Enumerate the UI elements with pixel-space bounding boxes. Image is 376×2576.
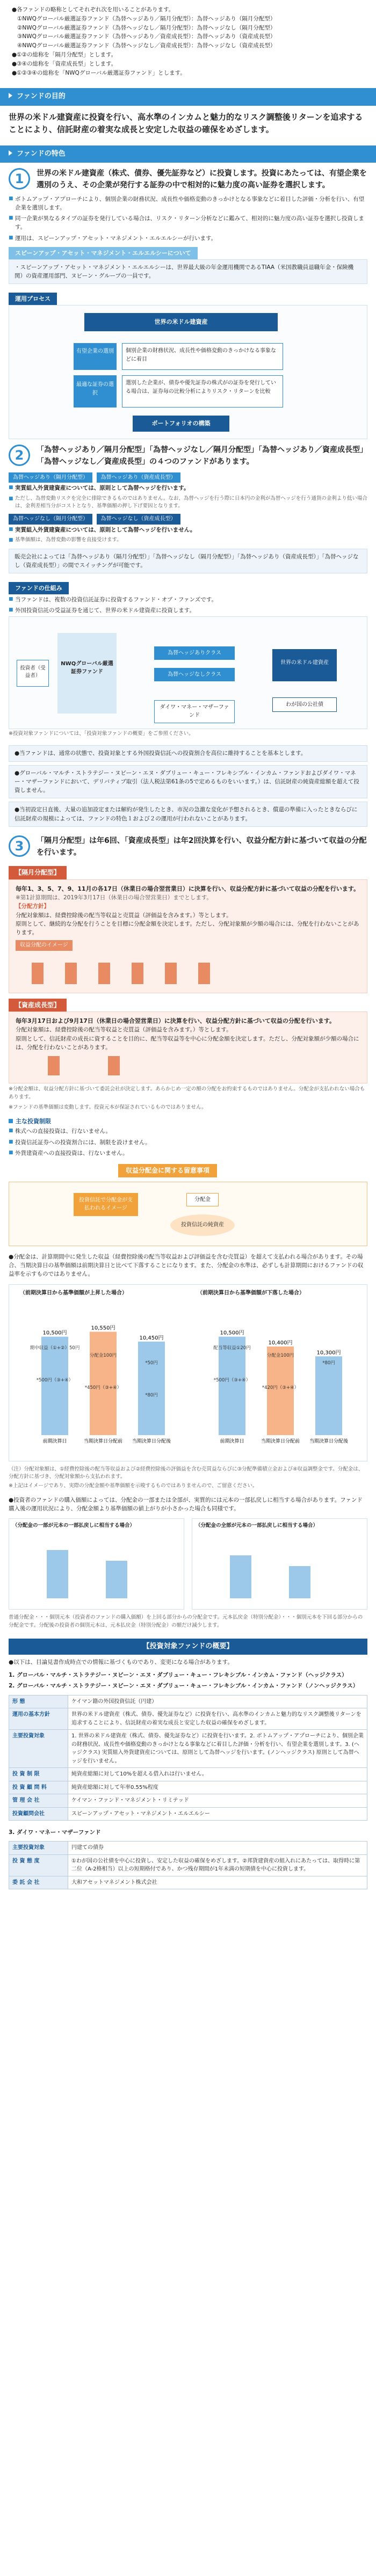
scheme-bullet: ■ 外国投資信託の受益証券を通じて、世界の米ドル建資産に投資します。 <box>0 605 376 616</box>
feature-1 <box>0 163 376 193</box>
part-right-bar <box>230 1555 251 1598</box>
bar-value-label: 10,400円 <box>268 1340 293 1346</box>
feature-2 <box>0 439 376 470</box>
feature-number: 1 <box>9 168 30 190</box>
note-line: ④NWQグローバル厳選証券ファンド（為替ヘッジなし／資産成長型）：為替ヘッジなし（資産成長型） <box>17 42 276 49</box>
image-bar <box>65 963 77 984</box>
limit-item: ■ 投資信託証券への投資割合には、制限を設けません。 <box>0 1137 376 1148</box>
note-line: ②NWQグローバル厳選証券ファンド（為替ヘッジなし／隔月分配型）：為替ヘッジなし（隔月分配型） <box>17 24 276 31</box>
image-label: 収益分配のイメージ <box>16 940 73 951</box>
row-key: 投 資 顧 問 料 <box>9 1781 68 1794</box>
feature-1-bullet: ■ 同一企業が異なるタイプの証券を発行している場合は、リスク・リターン分析などに鑑みて、相対的に魅力度の高い証券を選択し投資します。 <box>0 213 376 233</box>
growth-image <box>16 1052 360 1079</box>
row-key: 運用の基本方針 <box>9 1708 68 1730</box>
overview-title: 【投資対象ファンドの概要】 <box>9 1639 367 1655</box>
table-row <box>9 1854 367 1876</box>
feature-3-text: 「隔月分配型」は年6回、「資産成長型」は年2回決算を行い、収益分配方針に基づいて収益の分配を行います。 <box>37 836 367 857</box>
note-line: ●各ファンドの略称としてそれぞれ次を用いることがあります。 <box>12 6 175 13</box>
scheme-title: ファンドの仕組み <box>9 582 69 594</box>
market-note: ●当初設定日直後、大量の追加設定または解約が発生したとき、市況の急激な変化が予想されるとき、償還の準備に入ったときならびに信託財産の規模によっては、ファンドの特色１および２の運用が行われないことがあります。 <box>9 802 367 827</box>
table-row <box>9 1730 367 1768</box>
chart-annotation: *500円（③+④） <box>213 1377 251 1383</box>
chart-annotation: *80円 <box>145 1392 158 1398</box>
growth-lead: 毎年3月17日および9月17日（休業日の場合翌営業日）に決算を行い、収益分配方針に基づいて収益の分配を行います。 <box>16 1017 336 1025</box>
purpose-heading: ファンドの目的 <box>0 88 376 105</box>
overview-table-3 <box>9 1841 367 1889</box>
row-value: 大和アセットマネジメント株式会社 <box>68 1876 367 1889</box>
chart-annotation: *420円（③+④） <box>262 1385 299 1391</box>
limit-item: ■ 外貨建資産への直接投資は、行ないません。 <box>0 1148 376 1159</box>
feature-2-text: 「為替ヘッジあり／隔月分配型」「為替ヘッジなし／隔月分配型」「為替ヘッジあり／資産成長型」「為替ヘッジなし／資産成長型」の４つのファンドがあります。 <box>37 446 367 467</box>
bar-value-label: 10,450円 <box>139 1335 164 1341</box>
category-label: 当期決算日分配前 <box>83 1438 123 1444</box>
limit-item: ■ 株式への直接投資は、行ないません。 <box>0 1126 376 1137</box>
part-note: 普通分配金・・・個別元本（投資者のファンドの購入価額）を上回る部分からの分配金です。元本払戻金（特別分配金）・・・個別元本を下回る部分からの分配金です。分配後の投資者の個別元本は、元本払戻金（特別分配金）の額だけ減少します。 <box>9 1614 363 1629</box>
row-key: 主要投資対象 <box>9 1730 68 1768</box>
row-key: 委 託 会 社 <box>9 1876 68 1889</box>
chart-annotation: 分配金100円 <box>266 1352 294 1358</box>
table-row <box>9 1842 367 1855</box>
chart-note: （注）分配対象額は、①経費控除後の配当等収益および②経費控除後の評価益を含む売買益ならびに③分配準備積立金および④収益調整金です。分配金は、分配方針に基づき、分配対象額から支払われます。 <box>9 1466 364 1480</box>
nohedge-bullet: ■ 実質組入外貨建資産については、原則として為替ヘッジを行いません。 <box>0 525 376 535</box>
growth-title: 【資産成長型】 <box>9 999 67 1012</box>
bar <box>90 1331 117 1435</box>
category-label: 当期決算日分配後 <box>132 1438 171 1444</box>
features-heading: ファンドの特色 <box>0 145 376 163</box>
dist-caution-a2: 投資信託の純資産 <box>170 1214 235 1236</box>
row-key: 投 資 制 限 <box>9 1768 68 1781</box>
dist-chart-area <box>9 1284 367 1461</box>
fund3-name: 3. ダイワ・マネー・マザーファンド <box>9 1829 101 1836</box>
part-right-bar <box>289 1566 310 1598</box>
manager-box-title: スピーンアップ・アセット・マネジメント・エルエルシーについて <box>9 247 198 259</box>
dist-caution: ※分配金額は、収益分配方針に基づいて委託会社が決定します。あらかじめ一定の額の分配をお約束するものではありません。分配金が支払われない場合もあります。 <box>9 1086 365 1100</box>
process-top: 世界の米ドル建資産 <box>84 313 278 331</box>
dist-caution-title: 収益分配金に関する留意事項 <box>118 1164 217 1177</box>
bimonthly-image <box>16 951 360 988</box>
table-row <box>9 1708 367 1730</box>
dist-caution-p2: ●投資者のファンドの購入価額によっては、分配金の一部または全部が、実質的には元本の一部払戻しに相当する場合があります。ファンド購入後の運用状況により、分配金額より基準価額の値上がりが小さかった場合も同様です。 <box>9 1496 363 1512</box>
feature-number: 3 <box>9 835 30 857</box>
table-row <box>9 1768 367 1781</box>
dist-caution-p1: ●分配金は、計算期間中に発生した収益（経費控除後の配当等収益および評価益を含む売買益）を超えて支払われる場合があります。その場合、当期決算日の基準価額は前期決算日と比べて下落することになります。また、分配金の水準は、必ずしも計算期間におけるファンドの収益率を示すものではありません。 <box>9 1253 364 1278</box>
category-label: 当期決算日分配後 <box>309 1438 349 1444</box>
nohedge-bullet-note: ■ 基準価額は、為替変動の影響を直接受けます。 <box>0 535 376 545</box>
process-right-1: 個別企業の財務状況、成長性や価格変動のきっかけなる事象などに着目 <box>122 343 283 370</box>
chart-right-title: （前期決算日から基準価額が下落した場合） <box>197 1290 305 1296</box>
bimonthly-box <box>9 879 367 993</box>
row-value: 1. 世界の米ドル建資産（株式、債券、優先証券など）に投資を行います。2. ボトムアップ・アプローチにより、個別企業の財務状況、成長性や価格変動のきっかけとなる事象などに着目した評価・分析を行い、有望企業を選別します。3. (ヘッジクラス) 実質組入外貨建資産については、原則として為替ヘッジを行います。(ノンヘッジクラス) 原則として為替ヘッジを行いません。 <box>68 1730 367 1768</box>
table-row <box>9 1695 367 1708</box>
chart-annotation: *50円 <box>145 1360 158 1366</box>
process-title: 運用プロセス <box>9 293 57 305</box>
row-value: 円建ての債券 <box>68 1842 367 1855</box>
scheme-fund: NWQグローバル厳選証券ファンド <box>57 633 117 714</box>
scheme-hedge-yes: 為替ヘッジありクラス <box>154 646 235 660</box>
part-left-title: （分配金の一部が元本の一部払戻しに相当する場合） <box>12 1523 135 1529</box>
chart-note-2: ※上記はイメージであり、実際の分配金額や基準価額を示唆するものではありませんので、ご留意ください。 <box>9 1483 258 1489</box>
scheme-investor: 投資者（受益者） <box>17 660 49 687</box>
nohedge-tag: 為替ヘッジなし（資産成長型） <box>97 514 180 525</box>
image-bar <box>48 1056 60 1075</box>
row-value: ケイマン籍の外国投資信託（円建） <box>68 1695 367 1708</box>
row-value: 純資産総額に対して年率0.55%程度 <box>68 1781 367 1794</box>
part-diagrams <box>9 1518 367 1610</box>
table-row <box>9 1807 367 1821</box>
row-key: 管 理 会 社 <box>9 1794 68 1808</box>
part-right-title: （分配金の全部が元本の一部払戻しに相当する場合） <box>196 1523 319 1529</box>
bar-value-label: 10,500円 <box>220 1330 244 1336</box>
row-value: ①わが国の公社債を中心に投資し、安定した収益の確保をめざします。②邦貨建資産の組入れにあたっては、取得時に第二位（A-2格相当）以上の短期格付であり、かつ残存期間が1年未満の短期債を中心に投資します。 <box>68 1854 367 1876</box>
image-bar <box>132 963 143 984</box>
hedge-tag: 為替ヘッジあり（隔月分配型） <box>9 472 92 483</box>
feature-1-bullet: ■ 運用は、スピーンアップ・アセット・マネジメント・エルエルシーが行います。 <box>0 233 376 244</box>
process-left-2: 最適な証券の選択 <box>74 375 117 407</box>
fof-note: ●当ファンドは、通常の状態で、投資対象とする外国投資信託への投資割合を高位に維持することを基本とします。 <box>9 745 367 761</box>
process-left-1: 有望企業の選別 <box>74 343 117 370</box>
row-value: 世界の米ドル建資産（株式、債券、優先証券など）に投資を行い、高水準のインカムと魅力的なリスク調整後リターンを追求することにより、信託財産の着実な成長と安定した収益の確保をめざします。 <box>68 1708 367 1730</box>
fund-abbreviation-notes <box>0 0 376 81</box>
scheme-diagram <box>9 616 367 729</box>
category-label: 前期決算日 <box>220 1438 244 1444</box>
risk-note: ●グローバル・マルチ・ストラテジー・ヌビーン・エヌ・ダブリュー・キュー・フレキシブル・インカム・ファンドおよびダイワ・マネー・マザーファンドにおいて、デリバティブ取引（法人税法第61条の5で定めるものをいいます。）は、信託財産の純資産総額を超えて投資しません。 <box>9 765 367 799</box>
part-left-bar <box>106 1561 127 1598</box>
note-line: ①NWQグローバル厳選証券ファンド（為替ヘッジあり／隔月分配型）：為替ヘッジあり（隔月分配型） <box>17 15 276 22</box>
limits-title <box>0 1111 376 1126</box>
manager-box-text: ・スピーンアップ・アセット・マネジメント・エルエルシーは、世界最大級の年金運用機関であるTIAA（米国教職員退職年金・保険機関）の資産運用部門、ヌビーン・グループの一員です。 <box>9 259 367 285</box>
bar <box>315 1356 342 1435</box>
nohedge-tag: 為替ヘッジなし（隔月分配型） <box>9 514 92 525</box>
scheme-mmf: ダイワ・マネー・マザーファンド <box>154 700 235 723</box>
fund1-name: 1. グローバル・マルチ・ストラテジー・ヌビーン・エヌ・ダブリュー・キュー・フレキシブル・インカム・ファンド（ヘッジクラス） <box>9 1672 348 1679</box>
row-key: 形 態 <box>9 1695 68 1708</box>
row-value: ケイマン・ファンド・マネジメント・リミテッド <box>68 1794 367 1808</box>
row-key: 投資顧問会社 <box>9 1807 68 1821</box>
bimonthly-note: ※第1計算期間は、2019年3月17日（休業日の場合翌営業日）までとします。 <box>16 894 212 901</box>
scheme-note: ※投資対象ファンドについては、「投資対象ファンドの概要」をご参照ください。 <box>9 730 194 737</box>
feature-1-text: 世界の米ドル建資産（株式、債券、優先証券など）に投資します。投資にあたっては、有望企業を選別のうえ、その企業が発行する証券の中で相対的に魅力度の高い証券を選択します。 <box>37 169 367 190</box>
limits-title-text: 主な投資制限 <box>16 1118 51 1125</box>
overview-lead: ●以下は、目論見書作成時点での情報に基づくものであり、変更になる場合があります。 <box>9 1658 233 1665</box>
table-row <box>9 1781 367 1794</box>
switching-note: 販売会社によっては「為替ヘッジあり（隔月分配型）」「為替ヘッジなし（隔月分配型）」「為替ヘッジあり（資産成長型）」「為替ヘッジなし（資産成長型）」の間でスイッチングが可能です。 <box>9 549 367 574</box>
bar <box>138 1341 165 1435</box>
price-note: ※ファンドの基準価額は変動します。投資元本が保証されているものではありません。 <box>9 1104 207 1110</box>
chart-annotation: 配当等収益①20円 <box>213 1345 251 1351</box>
bar-value-label: 10,550円 <box>91 1325 115 1331</box>
growth-policy-1: 分配対象額は、経費控除後の配当等収益と売買益（評価益を含みます。）等とします。 <box>16 1027 232 1034</box>
bar <box>219 1336 245 1435</box>
hedge-tag: 為替ヘッジあり（資産成長型） <box>97 472 180 483</box>
feature-1-bullet: ■ ボトムアップ・アプローチにより、個別企業の財務状況、成長性や価格変動のきっかけとなる事象などに着目した評価・分析を行い、有望企業を選別します。 <box>0 194 376 214</box>
note-line: ●①②の総称を「隔月分配型」とします。 <box>12 51 117 58</box>
row-value: 純資産総額に対して10%を超える借入れは行いません。 <box>68 1768 367 1781</box>
image-bar <box>165 963 177 984</box>
growth-policy-2: 原則として、信託財産の成長に資することを目的に、配当等収益等を中心に分配金額を決定します。ただし、分配対象額が少額の場合には、分配を行わないことがあります。 <box>16 1035 359 1051</box>
process-bottom: ポートフォリオの構築 <box>133 416 229 431</box>
scheme-hedge-no: 為替ヘッジなしクラス <box>154 668 235 682</box>
part-left <box>9 1518 184 1610</box>
bimonthly-lead: 毎年1、3、5、7、9、11月の各17日（休業日の場合翌営業日）に決算を行い、収益分配方針に基づいて収益の分配を行います。 <box>16 885 360 892</box>
note-line: ●①②③④の総称を「NWQグローバル厳選証券ファンド」とします。 <box>12 69 186 76</box>
square-bullet-icon <box>9 1119 13 1123</box>
chart-annotation: 分配金100円 <box>89 1352 117 1358</box>
process-diagram <box>9 305 367 439</box>
dist-caution-question: 投資信託で分配金が支払われるイメージ <box>74 1193 138 1216</box>
bar <box>267 1347 294 1435</box>
dist-chart-svg <box>9 1285 367 1457</box>
bimonthly-policy-2: 原則として、継続的な分配を行うことを目標に分配金額を決定します。ただし、分配対象額が少額の場合には、分配を行わないことがあります。 <box>16 920 359 936</box>
bimonthly-title: 【隔月分配型】 <box>9 866 67 879</box>
table-row <box>9 1794 367 1808</box>
chart-annotation: 期中収益（①+②）50円 <box>30 1345 80 1351</box>
growth-box <box>9 1012 367 1083</box>
dist-caution-a1: 分配金 <box>186 1193 219 1207</box>
bar-value-label: 10,300円 <box>316 1349 341 1356</box>
part-right <box>192 1518 367 1610</box>
table-row <box>9 1876 367 1889</box>
policy-label: 【分配方針】 <box>16 903 49 910</box>
row-value: スピーンアップ・アセット・マネジメント・エルエルシー <box>68 1807 367 1821</box>
note-line: ●③④の総称を「資産成長型」とします。 <box>12 60 117 67</box>
part-left-bar <box>47 1550 68 1598</box>
dist-caution-image <box>9 1182 367 1246</box>
bar-value-label: 10,500円 <box>42 1330 67 1336</box>
bimonthly-policy-1: 分配対象額は、経費控除後の配当等収益と売買益（評価益を含みます。）等とします。 <box>16 912 232 919</box>
fund2-name: 2. グローバル・マルチ・ストラテジー・ヌビーン・エヌ・ダブリュー・キュー・フレキシブル・インカム・ファンド（ノンヘッジクラス） <box>9 1683 359 1690</box>
bar <box>41 1336 68 1435</box>
overview-table <box>9 1695 367 1821</box>
scheme-target: 世界の米ドル建資産 <box>272 649 337 681</box>
category-label: 前期決算日 <box>42 1438 67 1444</box>
chart-left-title: （前期決算日から基準価額が上昇した場合） <box>20 1290 127 1296</box>
hedge-bullet: ■ 実質組入外貨建資産については、原則として為替ヘッジを行います。 <box>0 483 376 493</box>
purpose-text: 世界の米ドル建資産に投資を行い、高水準のインカムと魅力的なリスク調整後リターンを追求することにより、信託財産の着実な成長と安定した収益の確保をめざします。 <box>9 112 363 134</box>
feature-3 <box>0 830 376 861</box>
category-label: 当期決算日分配前 <box>261 1438 300 1444</box>
hedge-bullet-note: ■ ただし、為替変動リスクを完全に排除できるものではありません。なお、為替ヘッジを行う際に日本円の金利が為替ヘッジを行う通貨の金利より低い場合は、金利差相当分がコストとなり、基準価額の押し下げ要因となります。 <box>0 494 376 512</box>
image-bar <box>108 1056 120 1075</box>
image-bar <box>32 963 44 984</box>
image-bar <box>98 963 110 984</box>
chart-annotation: *450円（③+④） <box>84 1385 122 1391</box>
row-key: 投 資 態 度 <box>9 1854 68 1876</box>
note-line: ③NWQグローバル厳選証券ファンド（為替ヘッジあり／資産成長型）：為替ヘッジあり（資産成長型） <box>17 33 276 40</box>
row-key: 主要投資対象 <box>9 1842 68 1855</box>
image-bar <box>198 963 210 984</box>
chart-annotation: *80円 <box>322 1360 335 1366</box>
scheme-jp: わが国の公社債 <box>272 697 337 712</box>
process-right-2: 選別した企業が、債券や優先証券の株式がの証券を発行している場合は、証券毎の比較分析によりリスク・リターンを比較 <box>122 375 283 407</box>
chart-annotation: *500円（③+④） <box>36 1377 74 1383</box>
scheme-bullet: ■ 当ファンドは、複数の投資信託証券に投資するファンド・オブ・ファンズです。 <box>0 594 376 605</box>
feature-number: 2 <box>9 445 30 466</box>
